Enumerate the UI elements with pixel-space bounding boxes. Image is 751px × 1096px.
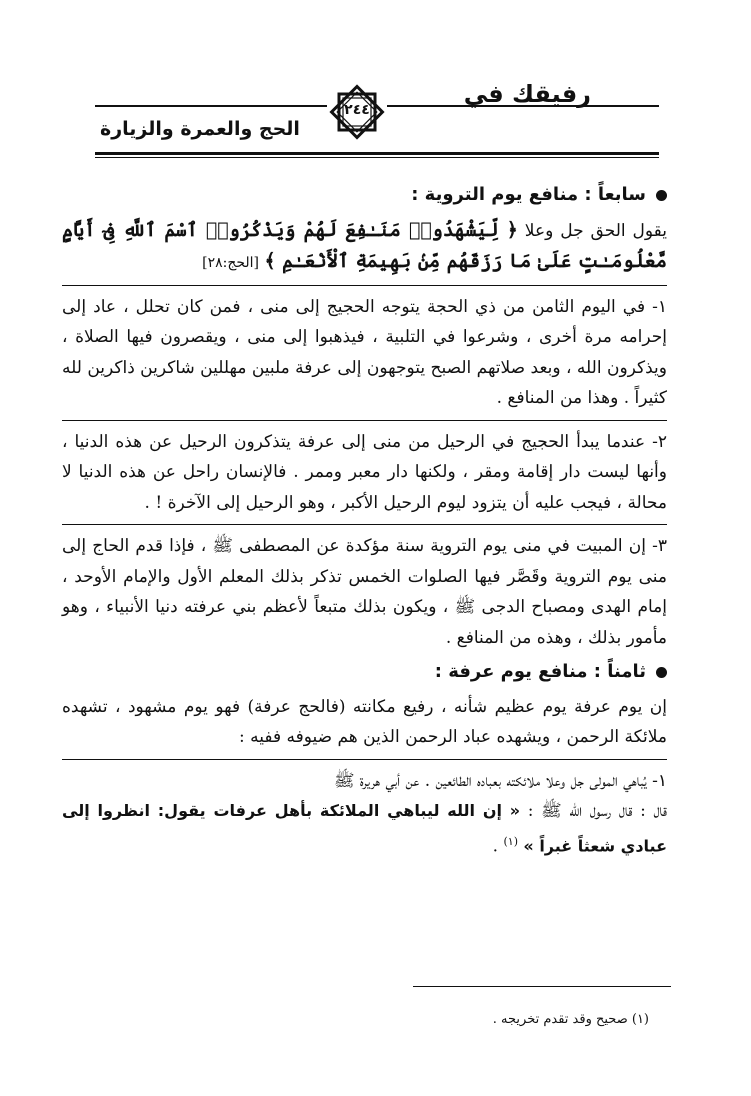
- verse-reference: [الحج:٢٨]: [202, 255, 260, 271]
- footnote: (١) صحيح وقد تقدم تخريجه .: [492, 1012, 649, 1027]
- quran-verse: ﴿ لِّيَشْهَدُوا۟ مَنَـٰفِعَ لَهُمْ وَيَذْكُرُوا۟ ٱسْمَ ٱللَّهِ فِىٓ أَيَّامٍ مَّعْلُومَـٰتٍ عَلَىٰ مَا رَزَقَهُم مِّنۢ بَهِيمَةِ ٱلْأَنْعَـٰمِ ﴾: [62, 218, 667, 272]
- paragraph-tarwiyah-3: ٣- إن المبيت في منى يوم التروية سنة مؤكدة عن المصطفى ﷺ ، فإذا قدم الحاج إلى منى يوم التروية وقَصَّر فيها الصلوات الخمس تذكر بذلك المعلم الأول والإمام الأوحد ، إمام الهدى ومصباح الدجى ﷺ ، ويكون بذلك متبعاً لأعظم بني عرفته دنيا الأنبياء ، وهو مأمور بذلك ، وهذه من المنافع .: [62, 536, 667, 648]
- paragraph-tarwiyah-1: ١- في اليوم الثامن من ذي الحجة يتوجه الحجيج إلى منى ، فمن كان تحلل ، عاد إلى إحرامه مرة أخرى ، وشرعوا في التلبية ، فيذهبوا إلى منى ، ويقصرون فيها الصلاة ، ويذكرون الله ، وبعد صلاتهم الصبح يتوجهون إلى عرفة ملبين مهللين شاكرين ذاكرين لله كثيراً . وهذا من المنافع .: [62, 296, 667, 408]
- section-heading-text: ثامناً : منافع يوم عرفة :: [434, 661, 646, 682]
- hadith-text: « إن الله ليباهي الملائكة بأهل عرفات يقول: انظروا إلى عبادي شعثاً غبراً »: [62, 801, 667, 856]
- paragraph-tarwiyah-2: ٢- عندما يبدأ الحجيج في الرحيل من منى إلى عرفة يتذكرون الرحيل عن هذه الدنيا ، وأنها ليست دار إقامة ومقر ، ولكنها دار معبر وممر . فالإنسان راحل عن هذه الدنيا لا محالة ، فيجب عليه أن يتزود ليوم الرحيل الأكبر ، وهو الرحيل إلى الآخرة ! .: [62, 431, 667, 513]
- separator: [62, 285, 667, 286]
- page-number: ٢٤٤: [344, 102, 370, 118]
- section-heading-text: سابعاً : منافع يوم التروية :: [411, 184, 646, 205]
- footnote-marker: (١): [503, 834, 518, 848]
- verse-intro: يقول الحق جل وعلا: [524, 220, 667, 241]
- separator: [62, 420, 667, 421]
- section-heading-arafah: [62, 657, 667, 688]
- paragraph-arafah-1: إن يوم عرفة يوم عظيم شأنه ، رفيع مكانته (فالحج عرفة) فهو يوم مشهود ، تشهده ملائكة الرحمن ، ويشهده عباد الرحمن الذين هم ضيوفه ففيه :: [62, 696, 667, 747]
- hadith-lead: قال : قال رسول الله ﷺ :: [527, 801, 667, 821]
- separator: [62, 524, 667, 525]
- paragraph-arafah-2: ١- يُباهي المولى جل وعلا ملائكته بعباده الطائعين . عن أبي هريرة ﷺ: [333, 770, 667, 791]
- hadith-paragraph: قال : قال رسول الله ﷺ : « إن الله ليباهي الملائكة بأهل عرفات يقول: انظروا إلى عبادي شعثاً غبراً » $^{(١)}$ .: [62, 801, 667, 857]
- header-rule-thin: [95, 157, 659, 158]
- book-title-top: رفيقك في: [463, 80, 591, 108]
- separator: [62, 759, 667, 760]
- bullet-icon: [656, 190, 667, 201]
- footnote-rule: [413, 986, 671, 987]
- bullet-icon: [656, 667, 667, 678]
- book-title-bottom: الحج والعمرة والزيارة: [100, 118, 300, 140]
- section-heading-tarwiyah: [62, 180, 667, 211]
- header-rule-thick: [95, 152, 659, 155]
- page-body: [62, 180, 667, 862]
- verse-paragraph: [62, 215, 667, 279]
